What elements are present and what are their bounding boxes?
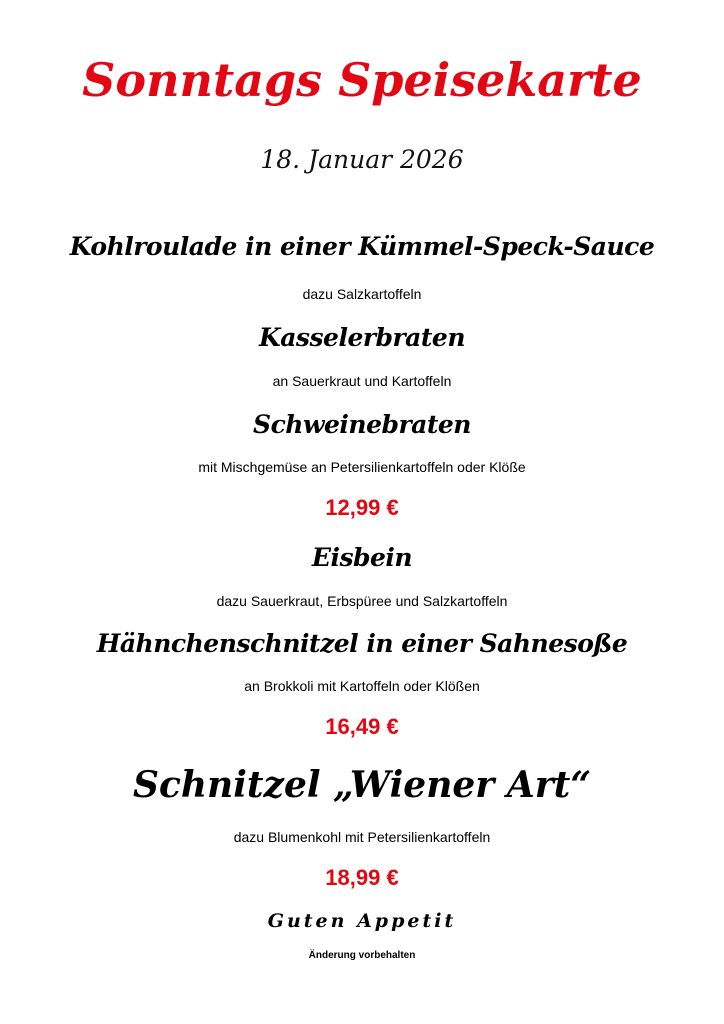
price-badge: 18,99 € — [325, 865, 399, 890]
dish-description-schnitzel-wiener-art: dazu Blumenkohl mit Petersilienkartoffeln — [233, 829, 491, 845]
dish-description-kasselerbraten: an Sauerkraut und Kartoffeln — [272, 373, 452, 389]
menu-title: Sonntags Speisekarte — [82, 53, 642, 107]
dish-description-kohlroulade: dazu Salzkartoffeln — [302, 286, 422, 302]
closing-greeting: Guten Appetit — [267, 910, 457, 932]
dish-name-haehnchenschnitzel: Hähnchenschnitzel in einer Sahnesoße — [96, 629, 628, 658]
dish-name-schweinebraten: Schweinebraten — [253, 410, 471, 439]
menu-date: 18. Januar 2026 — [260, 145, 464, 174]
dish-name-kohlroulade: Kohlroulade in einer Kümmel-Speck-Sauce — [69, 232, 655, 261]
dish-description-haehnchenschnitzel: an Brokkoli mit Kartoffeln oder Klößen — [244, 678, 480, 694]
dish-description-eisbein: dazu Sauerkraut, Erbspüree und Salzkartoffeln — [216, 593, 508, 609]
dish-name-eisbein: Eisbein — [311, 543, 413, 572]
price-badge: 12,99 € — [325, 495, 399, 520]
dish-description-schweinebraten: mit Mischgemüse an Petersilienkartoffeln oder Klöße — [198, 459, 526, 475]
change-notice: Änderung vorbehalten — [308, 950, 416, 961]
dish-name-schnitzel-wiener-art: Schnitzel „Wiener Art“ — [132, 764, 592, 806]
dish-name-kasselerbraten: Kasselerbraten — [258, 323, 466, 352]
price-badge: 16,49 € — [325, 714, 399, 739]
